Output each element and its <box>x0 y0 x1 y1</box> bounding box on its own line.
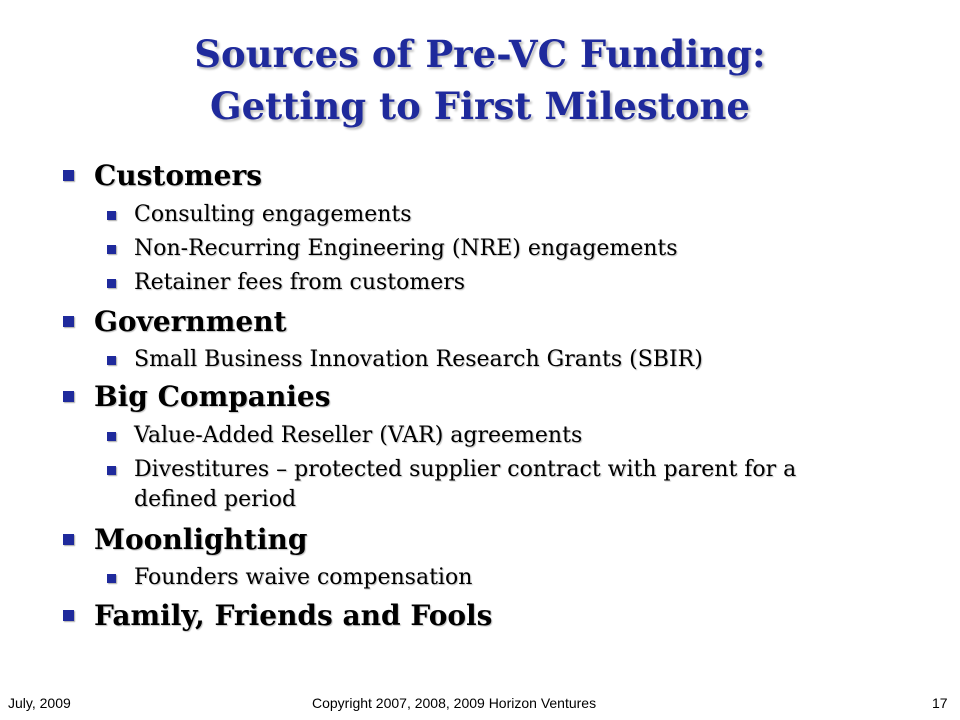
title-line-1: Sources of Pre-VC Funding: <box>194 32 766 76</box>
item-sbir-grants: Small Business Innovation Research Grants (SBIR) <box>134 347 703 372</box>
heading-government: Government <box>94 305 287 338</box>
heading-customers: Customers <box>94 159 262 192</box>
bullet-square-icon <box>63 534 74 545</box>
sub-bullet-square-icon <box>107 211 116 220</box>
item-consulting-engagements: Consulting engagements <box>134 202 412 227</box>
item-founders-waive: Founders waive compensation <box>134 565 473 590</box>
bullet-square-icon <box>63 170 74 181</box>
title-line-2: Getting to First Milestone <box>210 84 750 128</box>
bullet-square-icon <box>63 610 74 621</box>
item-divestitures: Divestitures – protected supplier contract with parent for a <box>134 457 797 482</box>
sub-bullet-square-icon <box>107 279 116 288</box>
footer-copyright: Copyright 2007, 2008, 2009 Horizon Ventures <box>312 695 597 711</box>
sub-bullet-square-icon <box>107 245 116 254</box>
item-divestitures-continued: defined period <box>134 487 297 512</box>
bullet-square-icon <box>63 391 74 402</box>
sub-bullet-square-icon <box>107 432 116 441</box>
footer-page-number: 17 <box>932 695 948 711</box>
heading-family-friends-fools: Family, Friends and Fools <box>94 599 493 632</box>
sub-bullet-square-icon <box>107 574 116 583</box>
item-retainer-fees: Retainer fees from customers <box>134 270 466 295</box>
sub-bullet-square-icon <box>107 356 116 365</box>
heading-moonlighting: Moonlighting <box>94 523 308 556</box>
heading-big-companies: Big Companies <box>94 380 331 413</box>
footer-date: July, 2009 <box>8 695 71 711</box>
sub-bullet-square-icon <box>107 466 116 475</box>
item-var-agreements: Value-Added Reseller (VAR) agreements <box>134 423 583 448</box>
bullet-square-icon <box>63 316 74 327</box>
item-nre-engagements: Non-Recurring Engineering (NRE) engagements <box>134 236 678 261</box>
